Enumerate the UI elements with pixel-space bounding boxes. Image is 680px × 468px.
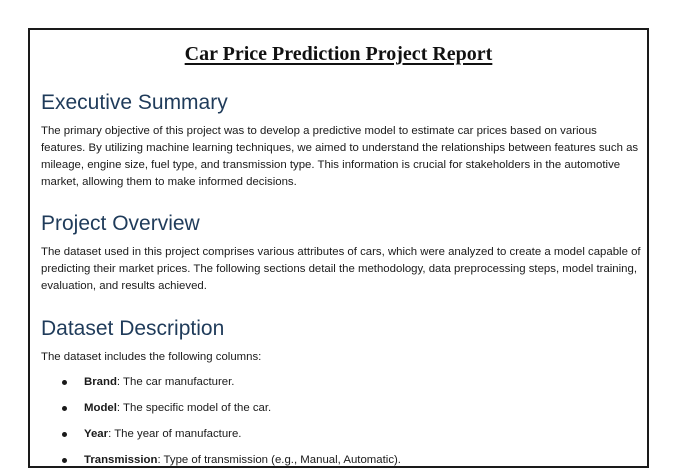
column-term: Transmission: [84, 454, 158, 466]
list-item: [60, 428, 401, 454]
dataset-columns-list: [60, 376, 401, 468]
list-item: [60, 376, 401, 402]
column-description: : The car manufacturer.: [116, 376, 235, 388]
bullet-icon: [62, 380, 67, 385]
list-item: [60, 454, 401, 468]
list-item: [60, 402, 401, 428]
column-description: : The specific model of the car.: [116, 402, 272, 414]
column-term: Year: [84, 428, 109, 440]
column-description: : Type of transmission (e.g., Manual, Automatic).: [157, 454, 401, 466]
document-page: [28, 28, 649, 468]
bullet-icon: [62, 432, 67, 437]
column-term: Model: [84, 402, 117, 414]
report-title: Car Price Prediction Project Report: [184, 43, 493, 65]
heading-executive-summary: Executive Summary: [41, 91, 228, 114]
heading-dataset-description: Dataset Description: [41, 317, 225, 340]
bullet-icon: [62, 406, 67, 411]
heading-project-overview: Project Overview: [41, 212, 200, 235]
dataset-description-intro: The dataset includes the following columns:: [41, 351, 262, 363]
column-term: Brand: [84, 376, 117, 388]
column-description: : The year of manufacture.: [108, 428, 242, 440]
project-overview-paragraph: The dataset used in this project comprises various attributes of cars, which were analyzed to create a model capable of predicting their market prices. The following sections detail the methodology, data preprocessing steps, model training, evaluation, and results achieved.: [41, 246, 641, 292]
executive-summary-paragraph: The primary objective of this project was to develop a predictive model to estimate car prices based on various features. By utilizing machine learning techniques, we aimed to understand the relationships between features such as mileage, engine size, fuel type, and transmission type. This information is crucial for stakeholders in the automotive market, allowing them to make informed decisions.: [41, 125, 639, 188]
